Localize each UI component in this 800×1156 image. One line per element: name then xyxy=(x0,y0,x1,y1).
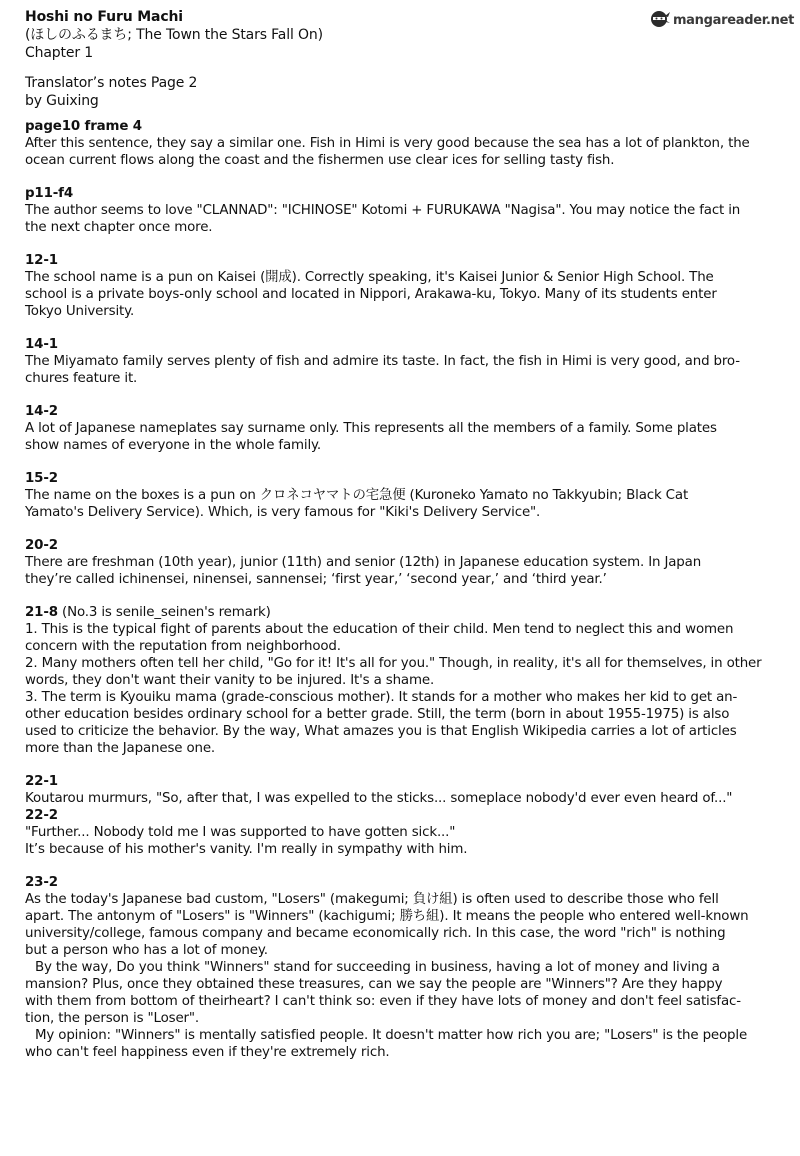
note-text-line: A lot of Japanese nameplates say surname only. This represents all the members of a family. Some plates xyxy=(25,421,717,436)
note-label-row xyxy=(25,874,777,891)
document-page xyxy=(25,8,777,1061)
note-label-row xyxy=(25,336,777,353)
note-text-line: more than the Japanese one. xyxy=(25,741,216,756)
note-label-row xyxy=(25,185,777,202)
note-section xyxy=(25,403,777,454)
note-text-line: Tokyo University. xyxy=(25,304,135,319)
note-section xyxy=(25,118,777,169)
note-text-line: ocean current flows along the coast and the fishermen use clear ices for selling tasty fish. xyxy=(25,153,615,168)
note-text-line: By the way, Do you think "Winners" stand for succeeding in business, having a lot of money and living a xyxy=(35,960,720,975)
note-text-line: 3. The term is Kyouiku mama (grade-conscious mother). It stands for a mother who makes her kid to get an- xyxy=(25,690,738,705)
series-subtitle: (ほしのふるまち; The Town the Stars Fall On) xyxy=(25,27,323,43)
note-label: 22-1 xyxy=(25,774,58,789)
note-label: 14-2 xyxy=(25,404,58,419)
note-text-line: The name on the boxes is a pun on クロネコヤマトの宅急便 (Kuroneko Yamato no Takkyubin; Black Cat xyxy=(25,488,689,503)
note-text-line: they’re called ichinensei, ninensei, sannensei; ‘first year,’ ‘second year,’ and ‘third year.’ xyxy=(25,572,607,587)
note-label: 14-1 xyxy=(25,337,58,352)
note-label-row xyxy=(25,604,777,621)
note-text-line: who can't feel happiness even if they're extremely rich. xyxy=(25,1045,390,1060)
note-text-line: words, they don't want their vanity to be injured. It's a shame. xyxy=(25,673,435,688)
note-text-line: 1. This is the typical fight of parents about the education of their child. Men tend to neglect this and women xyxy=(25,622,734,637)
note-label: 22-2 xyxy=(25,808,58,823)
note-text-line: The author seems to love "CLANNAD": "ICHINOSE" Kotomi + FURUKAWA "Nagisa". You may notice the fact in xyxy=(25,203,741,218)
document-header xyxy=(25,8,777,62)
note-text-line: mansion? Plus, once they obtained these treasures, can we say the people are "Winners"? Are they happy xyxy=(25,977,723,992)
note-text-line: tion, the person is "Loser". xyxy=(25,1011,200,1026)
note-label-row xyxy=(25,537,777,554)
note-text-line: After this sentence, they say a similar one. Fish in Himi is very good because the sea has a lot of plankton, the xyxy=(25,136,750,151)
note-text-line: with them from bottom of theirheart? I can't think so: even if they have lots of money and don't feel satisfac- xyxy=(25,994,741,1009)
note-text-line: other education besides ordinary school for a better grade. Still, the term (born in about 1955-1975) is also xyxy=(25,707,730,722)
note-text-line: My opinion: "Winners" is mentally satisfied people. It doesn't matter how rich you are; "Losers" is the people xyxy=(35,1028,748,1043)
note-label-row xyxy=(25,252,777,269)
watermark-text: mangareader.net xyxy=(672,12,794,28)
note-label-row xyxy=(25,118,777,135)
note-label-row xyxy=(25,773,777,790)
note-text-line: school is a private boys-only school and located in Nippori, Arakawa-ku, Tokyo. Many of its students enter xyxy=(25,287,717,302)
note-label-row xyxy=(25,470,777,487)
note-text-line: but a person who has a lot of money. xyxy=(25,943,268,958)
note-text-line: The school name is a pun on Kaisei (開成). Correctly speaking, it's Kaisei Junior & Senior High School. The xyxy=(25,270,714,285)
note-text-line: 2. Many mothers often tell her child, "Go for it! It's all for you." Though, in reality, it's all for themselves, in other xyxy=(25,656,762,671)
note-label-remark: (No.3 is senile_seinen's remark) xyxy=(62,605,271,620)
note-text-line: As the today's Japanese bad custom, "Losers" (makegumi; 負け組) is often used to describe those who fell xyxy=(25,892,719,907)
note-label: 23-2 xyxy=(25,875,58,890)
note-text-line: The Miyamato family serves plenty of fish and admire its taste. In fact, the fish in Himi is very good, and bro- xyxy=(25,354,740,369)
notes-author: by Guixing xyxy=(25,93,99,109)
notes-sections xyxy=(25,118,777,1061)
note-section xyxy=(25,185,777,236)
note-label: p11-f4 xyxy=(25,186,74,201)
note-text-line: the next chapter once more. xyxy=(25,220,213,235)
note-section xyxy=(25,807,777,858)
note-section xyxy=(25,773,777,807)
note-text-line: show names of everyone in the whole family. xyxy=(25,438,322,453)
note-text-line: Koutarou murmurs, "So, after that, I was expelled to the sticks... someplace nobody'd ever even heard of..." xyxy=(25,791,733,806)
note-text-line: concern with the reputation from neighborhood. xyxy=(25,639,341,654)
note-text-line: apart. The antonym of "Losers" is "Winners" (kachigumi; 勝ち組). It means the people who entered well-known xyxy=(25,909,749,924)
series-title: Hoshi no Furu Machi xyxy=(25,9,183,25)
note-text-line: Yamato's Delivery Service). Which, is very famous for "Kiki's Delivery Service". xyxy=(25,505,541,520)
note-text-line: It’s because of his mother's vanity. I'm really in sympathy with him. xyxy=(25,842,468,857)
note-section xyxy=(25,470,777,521)
notes-title: Translator’s notes Page 2 xyxy=(25,75,198,91)
note-label: 21-8 xyxy=(25,605,58,620)
note-section xyxy=(25,874,777,1061)
note-label: 12-1 xyxy=(25,253,58,268)
note-label: page10 frame 4 xyxy=(25,119,142,134)
chapter-label: Chapter 1 xyxy=(25,45,93,61)
note-section xyxy=(25,604,777,757)
note-label: 20-2 xyxy=(25,538,58,553)
note-section xyxy=(25,537,777,588)
note-label-row xyxy=(25,807,777,824)
note-text-line: chures feature it. xyxy=(25,371,138,386)
note-label: 15-2 xyxy=(25,471,58,486)
note-label-row xyxy=(25,403,777,420)
note-section xyxy=(25,336,777,387)
notes-header xyxy=(25,74,777,110)
note-section xyxy=(25,252,777,320)
note-text-line: used to criticize the behavior. By the way, What amazes you is that English Wikipedia carries a lot of articles xyxy=(25,724,737,739)
note-text-line: "Further... Nobody told me I was supported to have gotten sick..." xyxy=(25,825,456,840)
note-text-line: There are freshman (10th year), junior (11th) and senior (12th) in Japanese education system. In Japan xyxy=(25,555,702,570)
note-text-line: university/college, famous company and became economically rich. In this case, the word "rich" is nothing xyxy=(25,926,726,941)
